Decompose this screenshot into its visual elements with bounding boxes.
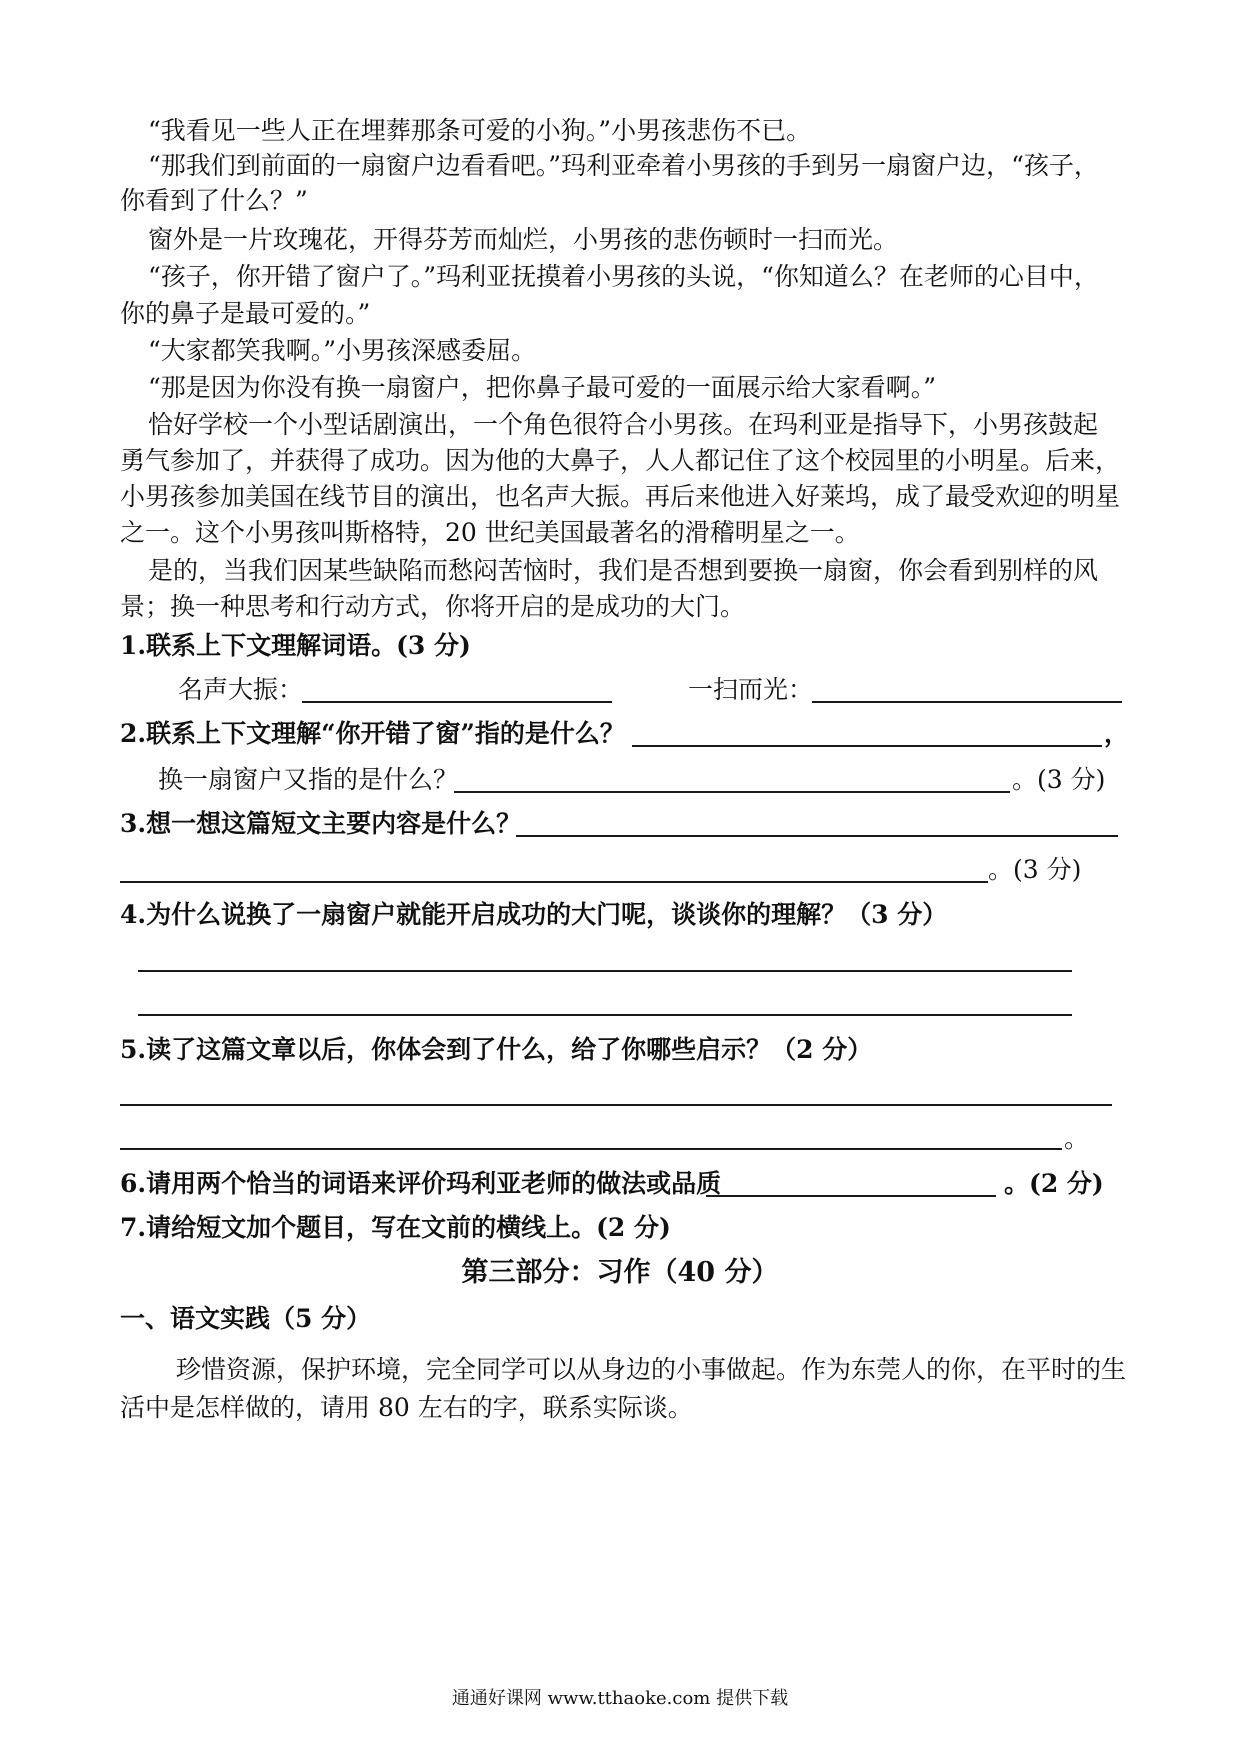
answer-line-q6[interactable] [706,1195,996,1197]
passage-paragraph-1: “我看见一些人正在埋葬那条可爱的小狗。”小男孩悲伤不已。 [148,116,812,145]
question-7: 7.请给短文加个题目，写在文前的横线上。(2 分) [120,1213,671,1242]
question-6-score: 。(2 分) [1004,1169,1104,1198]
answer-line-q5-2[interactable] [120,1148,1062,1150]
part-3-text-line-1: 珍惜资源，保护环境，完全同学可以从身边的小事做起。作为东莞人的你，在平时的生 [176,1355,1127,1384]
passage-paragraph-8-line-2: 景；换一种思考和行动方式，你将开启的是成功的大门。 [120,592,746,621]
passage-paragraph-2-line-2: 你看到了什么？” [120,186,308,215]
question-4: 4.为什么说换了一扇窗户就能开启成功的大门呢，谈谈你的理解？（3 分） [120,900,948,929]
question-6: 6.请用两个恰当的词语来评价玛利亚老师的做法或品质 [120,1169,722,1198]
answer-line-q1-word-1[interactable] [302,701,612,703]
question-1: 1.联系上下文理解词语。(3 分) [120,631,471,660]
part-3-text-line-2: 活中是怎样做的，请用 80 左右的字，联系实际谈。 [120,1393,693,1422]
passage-paragraph-4-line-2: 你的鼻子是最可爱的。” [120,299,371,328]
question-2: 2.联系上下文理解“你开错了窗”指的是什么？ [120,719,625,748]
download-footer: 通通好课网 www.tthaoke.com 提供下载 [451,1688,789,1709]
question-2-line-2: 换一扇窗户又指的是什么？ [158,765,459,794]
question-3: 3.想一想这篇短文主要内容是什么？ [120,809,522,838]
answer-line-q2-part-2[interactable] [454,791,1010,793]
question-5-end: 。 [1064,1124,1090,1153]
question-3-score: 。(3 分) [988,855,1082,884]
answer-line-q4-1[interactable] [138,970,1072,972]
answer-line-q3-1[interactable] [516,835,1118,837]
answer-line-q1-word-2[interactable] [812,701,1122,703]
passage-paragraph-6: “那是因为你没有换一扇窗户，把你鼻子最可爱的一面展示给大家看啊。” [148,373,937,402]
passage-paragraph-7-line-4: 之一。这个小男孩叫斯格特，20 世纪美国最著名的滑稽明星之一。 [120,518,860,547]
answer-line-q2-part-1[interactable] [632,745,1102,747]
question-5: 5.读了这篇文章以后，你体会到了什么，给了你哪些启示？（2 分） [120,1035,873,1064]
passage-paragraph-7-line-1: 恰好学校一个小型话剧演出，一个角色很符合小男孩。在玛利亚是指导下，小男孩鼓起 [148,410,1099,439]
part-3-section-1: 一、语文实践（5 分） [120,1304,372,1333]
answer-line-q4-2[interactable] [138,1014,1072,1016]
passage-paragraph-7-line-3: 小男孩参加美国在线节目的演出，也名声大振。再后来他进入好莱坞，成了最受欢迎的明星 [120,482,1121,511]
passage-paragraph-5: “大家都笑我啊。”小男孩深感委屈。 [148,336,537,365]
passage-paragraph-7-line-2: 勇气参加了，并获得了成功。因为他的大鼻子，人人都记住了这个校园里的小明星。后来， [120,446,1121,475]
question-1-word-1: 名声大振： [178,675,304,704]
passage-paragraph-4-line-1: “孩子，你开错了窗户了。”玛利亚抚摸着小男孩的头说，“你知道么？在老师的心目中， [148,262,1099,291]
part-3-title: 第三部分：习作（40 分） [461,1257,779,1288]
answer-line-q5-1[interactable] [120,1104,1112,1106]
question-2-comma: ， [1104,719,1130,748]
passage-paragraph-2-line-1: “那我们到前面的一扇窗户边看看吧。”玛利亚牵着小男孩的手到另一扇窗户边，“孩子， [148,151,1099,180]
passage-paragraph-8-line-1: 是的，当我们因某些缺陷而愁闷苦恼时，我们是否想到要换一扇窗，你会看到别样的风 [148,556,1099,585]
answer-line-q3-2[interactable] [120,881,988,883]
question-2-score: 。(3 分) [1012,765,1106,794]
question-1-word-2: 一扫而光： [688,675,814,704]
passage-paragraph-3: 窗外是一片玫瑰花，开得芬芳而灿烂，小男孩的悲伤顿时一扫而光。 [148,225,899,254]
